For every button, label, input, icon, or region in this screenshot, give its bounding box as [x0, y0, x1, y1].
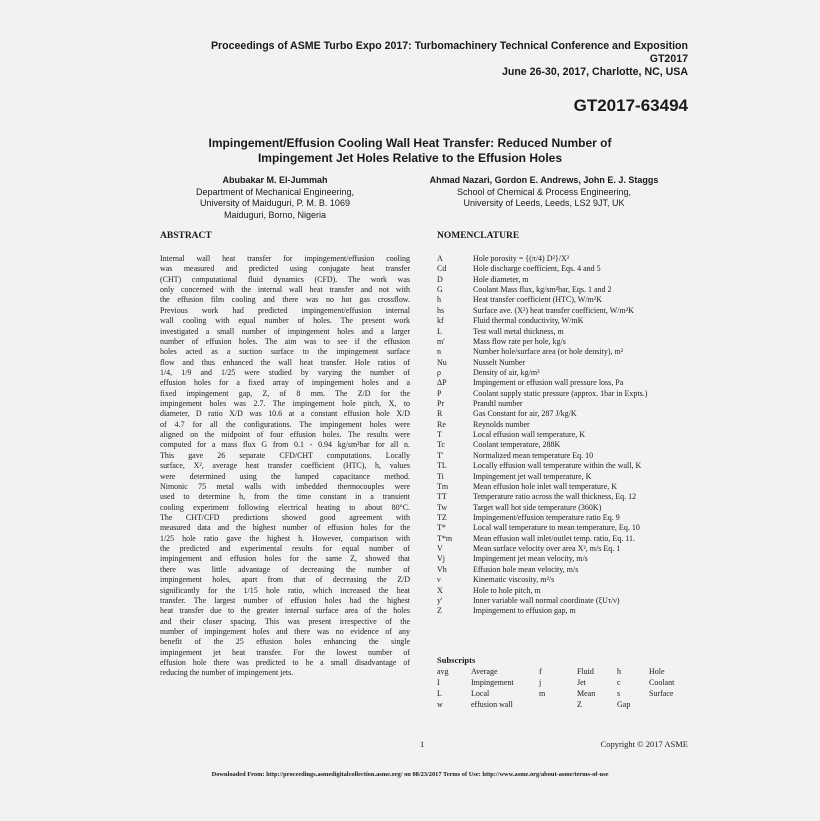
- conference-code: GT2017: [649, 53, 688, 65]
- abstract-line: were determined using the lumped capacitance method.: [160, 471, 410, 481]
- nomenclature-symbol: V: [437, 544, 443, 554]
- subscript-cell: Z: [577, 700, 582, 709]
- nomenclature-definition: Test wall metal thickness, m: [473, 326, 564, 336]
- affiliation-line: Maiduguri, Borno, Nigeria: [223, 209, 327, 220]
- nomenclature-symbol: Re: [437, 419, 446, 429]
- nomenclature-definition: Impingement/effusion temperature ratio Eq. 9: [473, 512, 620, 522]
- abstract-line: transfer. The largest number of effusion holes had the highest: [160, 595, 410, 605]
- download-note: Downloaded From: http://proceedings.asmedigitalcollection.asme.org/ on 08/23/2017 Terms of Use: http://www.asme.org/about-asme/terms-of-use: [211, 771, 609, 778]
- abstract-line: investigated a small number of impingement holes and a larger: [160, 326, 410, 336]
- copyright-notice: Copyright © 2017 ASME: [600, 739, 688, 749]
- author-names: Abubakar M. El-Jummah: [222, 175, 328, 185]
- nomenclature-symbol: Nu: [437, 357, 447, 367]
- nomenclature-symbol: Cd: [437, 264, 447, 274]
- abstract-line: benefit of the 25 effusion holes enhancing the single: [160, 637, 410, 647]
- nomenclature-definition: Mass flow rate per hole, kg/s: [473, 336, 566, 346]
- nomenclature-symbol: Vh: [437, 564, 447, 574]
- subscript-cell: Fluid: [577, 667, 594, 676]
- nomenclature-symbol: Vj: [437, 554, 445, 564]
- nomenclature-definition: Mean surface velocity over area X², m/s Eq. 1: [473, 544, 621, 554]
- nomenclature-symbol: y': [437, 595, 443, 605]
- nomenclature-definition: Locally effusion wall temperature within the wall, K: [473, 461, 642, 471]
- subscript-cell: L: [437, 689, 442, 698]
- subscripts-heading: Subscripts: [437, 655, 476, 665]
- subscript-cell: Jet: [577, 678, 586, 687]
- nomenclature-symbol: ΔP: [437, 378, 447, 388]
- nomenclature-definition: Hole to hole pitch, m: [473, 585, 541, 595]
- subscript-cell: Hole: [649, 667, 665, 676]
- subscript-cell: w: [437, 700, 443, 709]
- nomenclature-symbol: Pr: [437, 399, 445, 409]
- abstract-line: significantly for the 1/15 hole ratio, which increased the heat: [160, 585, 410, 595]
- nomenclature-definition: Nusselt Number: [473, 357, 526, 367]
- nomenclature-symbol: Tc: [437, 440, 445, 450]
- nomenclature-definition: Gas Constant for air, 287 J/kg/K: [473, 409, 577, 419]
- nomenclature-symbol: T*: [437, 523, 446, 533]
- abstract-line: Internal wall heat transfer for impingement/effusion cooling: [160, 254, 410, 263]
- abstract-line: of 4.7 for all the configurations. The impingement holes were: [160, 419, 410, 429]
- nomenclature-definition: Mean effusion wall inlet/outlet temp. ratio, Eq. 11.: [473, 533, 635, 543]
- abstract-line: number of effusion holes. The aim was to see if the effusion: [160, 336, 410, 346]
- subscript-row: [437, 699, 697, 710]
- nomenclature-symbol: T*m: [437, 533, 453, 543]
- subscript-cell: Coolant: [649, 678, 675, 687]
- abstract-line: there was little advantage of decreasing the number of: [160, 564, 410, 574]
- nomenclature-definition: Prandtl number: [473, 399, 523, 409]
- nomenclature-symbol: L: [437, 326, 442, 336]
- nomenclature-symbol: TL: [437, 461, 447, 471]
- abstract-line: reducing the number of impingement jets.: [160, 668, 294, 678]
- nomenclature-definition: Coolant temperature, 288K: [473, 440, 561, 450]
- nomenclature-definition: Hole porosity = {(π/4) D²}/X²: [473, 254, 570, 263]
- nomenclature-symbol: G: [437, 285, 443, 295]
- nomenclature-definition: Hole discharge coefficient, Eqs. 4 and 5: [473, 264, 601, 274]
- nomenclature-definition: Inner variable wall normal coordinate (ξUτ/ν): [473, 595, 620, 605]
- abstract-line: Previous work had predicted impingement/effusion internal: [160, 305, 410, 315]
- subscript-cell: I: [437, 678, 440, 687]
- subscript-cell: avg: [437, 667, 449, 676]
- nomenclature-definition: Fluid thermal conductivity, W/mK: [473, 316, 584, 326]
- nomenclature-definition: Impingement to effusion gap, m: [473, 606, 576, 616]
- abstract-line: used to determine h, from the time constant in a transient: [160, 492, 410, 502]
- abstract-line: measured data and the highest number of effusion holes for the: [160, 523, 410, 533]
- nomenclature-definition: Impingement jet wall temperature, K: [473, 471, 592, 481]
- abstract-body: [160, 254, 410, 679]
- conference-dates: June 26-30, 2017, Charlotte, NC, USA: [501, 66, 688, 78]
- abstract-line: and their closer spacing. This was present irrespective of the: [160, 616, 410, 626]
- affiliation-line: University of Leeds, Leeds, LS2 9JT, UK: [463, 198, 625, 208]
- abstract-line: 1/25 hole ratio gave the highest h. However, comparison with: [160, 533, 410, 543]
- subscript-cell: Impingement: [471, 678, 514, 687]
- subscript-cell: Gap: [617, 700, 631, 709]
- subscript-cell: c: [617, 678, 621, 687]
- conference-name: Proceedings of ASME Turbo Expo 2017: Turbomachinery Technical Conference and Exposition: [210, 40, 688, 52]
- nomenclature-symbol: TZ: [437, 512, 447, 522]
- abstract-line: aligned on the midpoint of four effusion holes. The results were: [160, 430, 410, 440]
- subscripts-table: [437, 666, 697, 710]
- subscript-cell: j: [539, 678, 542, 687]
- subscript-row: [437, 666, 697, 677]
- abstract-line: impingement holes was 2.7. The impingement hole pitch, X, to: [160, 399, 410, 409]
- abstract-line: holes acted as a suction surface to the impingement surface: [160, 347, 410, 357]
- abstract-line: number of impingement holes and there was no evidence of any: [160, 626, 410, 636]
- nomenclature-symbol: Ti: [437, 471, 444, 481]
- nomenclature-symbol: hs: [437, 305, 445, 315]
- subscript-cell: h: [617, 667, 621, 676]
- nomenclature-definition: Kinematic viscosity, m²/s: [473, 575, 555, 585]
- affiliation-line: University of Maiduguri, P. M. B. 1069: [200, 198, 350, 208]
- abstract-line: The CHT/CFD predictions showed good agreement with: [160, 512, 410, 522]
- nomenclature-symbol: P: [437, 388, 442, 398]
- abstract-line: wall cooling with equal number of holes. The present work: [160, 316, 410, 326]
- abstract-line: computed for a mass flux G from 0.1 - 0.94 kg/sm²bar for all n.: [160, 440, 410, 450]
- nomenclature-definition: Coolant supply static pressure (approx. 1bar in Expts.): [473, 388, 648, 398]
- abstract-line: was measured and predicted using conjugate heat transfer: [160, 264, 410, 274]
- title-line-1: Impingement/Effusion Cooling Wall Heat Transfer: Reduced Number of: [208, 136, 612, 150]
- subscript-cell: Mean: [577, 689, 596, 698]
- nomenclature-definition: Impingement jet mean velocity, m/s: [473, 554, 588, 564]
- nomenclature-symbol: Tm: [437, 481, 449, 491]
- nomenclature-symbol: m': [437, 336, 445, 346]
- abstract-line: flow and thus enhanced the wall heat transfer. Hole ratios of: [160, 357, 410, 367]
- nomenclature-symbol: Tw: [437, 502, 448, 512]
- conference-header: [211, 40, 688, 79]
- nomenclature-symbol: T': [437, 450, 444, 460]
- nomenclature-definition: Temperature ratio across the wall thickness, Eq. 12: [473, 492, 637, 502]
- abstract-line: 1/4, 1/9 and 1/25 were studied by varying the number of: [160, 367, 410, 377]
- nomenclature-symbol: kf: [437, 316, 444, 326]
- abstract-line: only concerned with the internal wall heat transfer and not with: [160, 285, 410, 295]
- abstract-line: (CHT) computational fluid dynamics (CFD). The work was: [160, 274, 410, 284]
- paper-title: [0, 136, 820, 166]
- nomenclature-symbol: ν: [437, 575, 441, 585]
- subscript-row: [437, 688, 697, 699]
- nomenclature-symbol: T: [437, 430, 442, 440]
- nomenclature-symbol: R: [437, 409, 443, 419]
- abstract-line: impingement and effusion holes for the same Z, showed that: [160, 554, 410, 564]
- nomenclature-definition: Local effusion wall temperature, K: [473, 430, 586, 440]
- nomenclature-symbol: h: [437, 295, 441, 305]
- title-line-2: Impingement Jet Holes Relative to the Effusion Holes: [257, 151, 563, 165]
- abstract-line: fixed impingement gap, Z, of 8 mm. The Z/D for the: [160, 388, 410, 398]
- nomenclature-symbol: n: [437, 347, 441, 357]
- nomenclature-definition: Coolant Mass flux, kg/sm²bar, Eqs. 1 and 2: [473, 285, 612, 295]
- affiliation-line: Department of Mechanical Engineering,: [195, 186, 355, 197]
- abstract-heading: ABSTRACT: [160, 231, 212, 241]
- abstract-line: the effusion film cooling and there was no hot gas crossflow.: [160, 295, 410, 305]
- subscript-cell: m: [539, 689, 546, 698]
- abstract-line: the predicted and experimental results for equal number of: [160, 544, 410, 554]
- subscript-cell: effusion wall: [471, 700, 513, 709]
- subscript-cell: Local: [471, 689, 490, 698]
- subscript-cell: f: [539, 667, 542, 676]
- nomenclature-definition: Reynolds number: [473, 419, 530, 429]
- abstract-line: surface, X², average heat transfer coefficient (HTC), h, values: [160, 461, 410, 471]
- subscript-cell: s: [617, 689, 621, 698]
- author-block-1: [190, 175, 360, 221]
- subscript-row: [437, 677, 697, 688]
- subscript-cell: Average: [471, 667, 498, 676]
- abstract-line: This gave 26 separate CFD/CHT computations. Locally: [160, 450, 410, 460]
- affiliation-line: School of Chemical & Process Engineering,: [456, 186, 632, 197]
- nomenclature-definition: Impingement or effusion wall pressure loss, Pa: [473, 378, 624, 388]
- nomenclature-heading: NOMENCLATURE: [437, 231, 520, 241]
- abstract-line: cooling experiment following electrical heating to about 80°C.: [160, 502, 410, 512]
- abstract-line: impingement jet heat transfer. For the lowest number of: [160, 647, 410, 657]
- nomenclature-definition: Number hole/surface area (or hole density), m²: [473, 347, 624, 357]
- nomenclature-symbol: X: [437, 585, 443, 595]
- nomenclature-symbol: D: [437, 274, 443, 284]
- nomenclature-definition: Hole diameter, m: [473, 274, 529, 284]
- nomenclature-definition: Density of air, kg/m³: [473, 367, 540, 377]
- abstract-line: diameter, D ratio X/D was 10.6 at a constant effusion hole X/D: [160, 409, 410, 419]
- subscript-cell: Surface: [649, 689, 674, 698]
- nomenclature-definition: Mean effusion hole inlet wall temperature, K: [473, 481, 618, 491]
- nomenclature-definition: Target wall hot side temperature (360K): [473, 502, 602, 512]
- nomenclature-symbol: TT: [437, 492, 447, 502]
- nomenclature-symbol: A: [437, 254, 443, 263]
- abstract-line: heat transfer due to the greater internal surface area of the holes: [160, 606, 410, 616]
- nomenclature-definition: Surface ave. (X²) heat transfer coefficient, W/m²K: [473, 305, 634, 315]
- abstract-line: impingement holes, apart from that of decreasing the Z/D: [160, 575, 410, 585]
- nomenclature-definition: Normalized mean temperature Eq. 10: [473, 450, 594, 460]
- nomenclature-symbol: ρ: [437, 367, 441, 377]
- nomenclature-definition: Local wall temperature to mean temperature, Eq. 10: [473, 523, 640, 533]
- abstract-line: effusion hole there was predicted to be a small disadvantage of: [160, 658, 410, 668]
- abstract-line: Nimonic 75 metal walls with imbedded thermocouples were: [160, 481, 410, 491]
- paper-id: GT2017-63494: [573, 96, 688, 115]
- nomenclature-definition: Heat transfer coefficient (HTC), W/m²K: [473, 295, 602, 305]
- nomenclature-definition: Effusion hole mean velocity, m/s: [473, 564, 579, 574]
- nomenclature-symbol: Z: [437, 606, 442, 616]
- author-block-2: [398, 175, 690, 210]
- author-names: Ahmad Nazari, Gordon E. Andrews, John E. J. Staggs: [429, 175, 659, 185]
- abstract-line: effusion holes for a fixed array of impingement holes and a: [160, 378, 410, 388]
- page-number: 1: [420, 739, 425, 749]
